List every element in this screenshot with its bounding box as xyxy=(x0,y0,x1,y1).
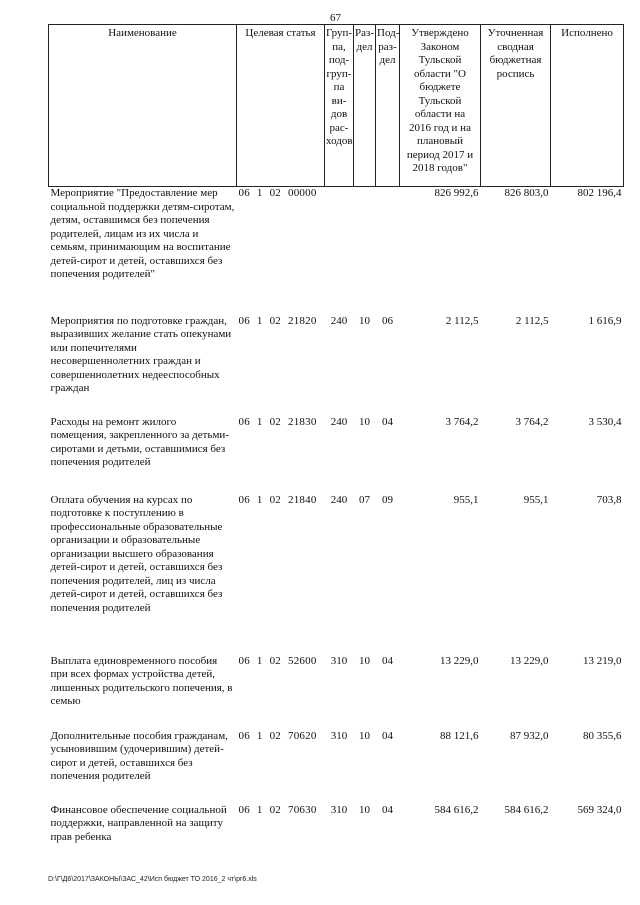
row-group xyxy=(325,187,354,315)
row-revised: 955,1 xyxy=(523,493,549,506)
header-executed xyxy=(551,25,624,187)
table-row xyxy=(49,416,624,494)
row-razdel xyxy=(354,187,376,315)
header-revised xyxy=(481,25,551,187)
header-target-text: Целевая статья xyxy=(245,27,316,39)
row-name: Дополнительные пособия гражданам, усыновившим (удочерившим) детей-сирот и детей, оставшихся без попечения родителей xyxy=(50,729,228,782)
row-group: 310 xyxy=(330,729,348,742)
table-row xyxy=(49,494,624,655)
row-razdel: 10 xyxy=(359,314,370,327)
header-group xyxy=(325,25,354,187)
table-row xyxy=(49,315,624,416)
row-razdel: 10 xyxy=(359,803,370,816)
header-revised-text: Уточненная сводная бюджетная роспись xyxy=(487,27,544,80)
table-row xyxy=(49,804,624,864)
row-podrazdel: 06 xyxy=(382,314,393,327)
row-executed: 1 616,9 xyxy=(588,314,622,327)
header-approved xyxy=(400,25,481,187)
row-target-code: 06 1 02 52600 xyxy=(238,654,317,667)
file-path-footer: D:\Г\Д6\2017\ЗАКОНЫ\ЗАС_42\Исп бюджет ТО 2016_2 чт\pr6.xls xyxy=(48,876,257,883)
row-target-code: 06 1 02 00000 xyxy=(238,187,317,199)
row-approved: 826 992,6 xyxy=(434,187,479,199)
row-approved: 3 764,2 xyxy=(445,415,479,428)
row-name: Финансовое обеспечение социальной поддержки, направленной на защиту прав ребенка xyxy=(50,803,227,843)
row-executed: 3 530,4 xyxy=(588,415,622,428)
row-approved: 584 616,2 xyxy=(434,803,479,816)
row-target-code: 06 1 02 70630 xyxy=(238,803,317,816)
row-group: 310 xyxy=(330,803,348,816)
row-group: 310 xyxy=(330,654,348,667)
row-revised: 826 803,0 xyxy=(504,187,549,199)
row-name: Расходы на ремонт жилого помещения, закрепленного за детьми-сиротами и детьми, оставшимися без попечения родителей xyxy=(50,415,229,468)
header-name xyxy=(49,25,237,187)
row-podrazdel: 04 xyxy=(382,803,393,816)
row-podrazdel: 09 xyxy=(382,493,393,506)
row-approved: 2 112,5 xyxy=(445,314,479,327)
row-executed: 80 355,6 xyxy=(583,729,622,742)
header-group-text: Груп- па, под- груп- па ви- дов рас- ходов xyxy=(326,27,353,147)
row-approved: 88 121,6 xyxy=(440,729,479,742)
row-target-code: 06 1 02 21820 xyxy=(238,314,317,327)
header-target xyxy=(237,25,325,187)
header-approved-text: Утверждено Законом Тульской области "О бюджете Тульской области на 2016 год и на плановый период 2017 и 2018 годов" xyxy=(406,27,474,174)
row-group: 240 xyxy=(330,314,348,327)
header-podrazdel-text: Под- раз- дел xyxy=(377,27,400,66)
row-executed: 703,8 xyxy=(596,493,622,506)
row-name: Оплата обучения на курсах по подготовке к поступлению в профессиональные образовательные организации и образовательные организации высшего образования детей-сирот и детей, оставшихся без попечения родителей, лиц из числа детей-сирот и детей, оставшихся без попечения родителей xyxy=(50,493,223,614)
header-razdel-text: Раз- дел xyxy=(355,27,375,53)
table-row xyxy=(49,655,624,730)
header-executed-text: Исполнено xyxy=(561,27,613,39)
table-row xyxy=(49,187,624,315)
row-podrazdel: 04 xyxy=(382,654,393,667)
row-razdel: 07 xyxy=(359,493,370,506)
row-group: 240 xyxy=(330,493,348,506)
row-group: 240 xyxy=(330,415,348,428)
table-row xyxy=(49,730,624,804)
row-podrazdel: 04 xyxy=(382,415,393,428)
row-revised: 584 616,2 xyxy=(504,803,549,816)
row-podrazdel xyxy=(376,187,400,315)
header-razdel xyxy=(354,25,376,187)
row-revised: 13 229,0 xyxy=(510,654,549,667)
page-number: 67 xyxy=(330,12,341,24)
row-razdel: 10 xyxy=(359,729,370,742)
row-target-code: 06 1 02 70620 xyxy=(238,729,317,742)
budget-table xyxy=(48,24,624,864)
row-target-code: 06 1 02 21830 xyxy=(238,415,317,428)
header-podrazdel xyxy=(376,25,400,187)
row-name: Выплата единовременного пособия при всех формах устройства детей, лишенных родительского попечения, в семью xyxy=(50,654,233,707)
row-target-code: 06 1 02 21840 xyxy=(238,493,317,506)
row-executed: 13 219,0 xyxy=(583,654,622,667)
row-revised: 3 764,2 xyxy=(515,415,549,428)
row-razdel: 10 xyxy=(359,654,370,667)
row-name: Мероприятие "Предоставление мер социальной поддержки детям-сиротам, детям, оставшимся без попечения родителей, лицам из их числа и семьям, принимающим на воспитание детей-сирот и детей, оставшихся без попечения родителей" xyxy=(50,187,235,280)
row-executed: 569 324,0 xyxy=(577,803,622,816)
row-approved: 13 229,0 xyxy=(440,654,479,667)
row-revised: 2 112,5 xyxy=(515,314,549,327)
row-revised: 87 932,0 xyxy=(510,729,549,742)
header-name-text: Наименование xyxy=(108,27,177,39)
row-podrazdel: 04 xyxy=(382,729,393,742)
header-row xyxy=(49,25,624,187)
row-name: Мероприятия по подготовке граждан, выразивших желание стать опекунами или попечителями несовершеннолетних граждан и совершеннолетних недееспособных граждан xyxy=(50,314,232,394)
row-razdel: 10 xyxy=(359,415,370,428)
row-executed: 802 196,4 xyxy=(577,187,622,199)
row-approved: 955,1 xyxy=(453,493,479,506)
